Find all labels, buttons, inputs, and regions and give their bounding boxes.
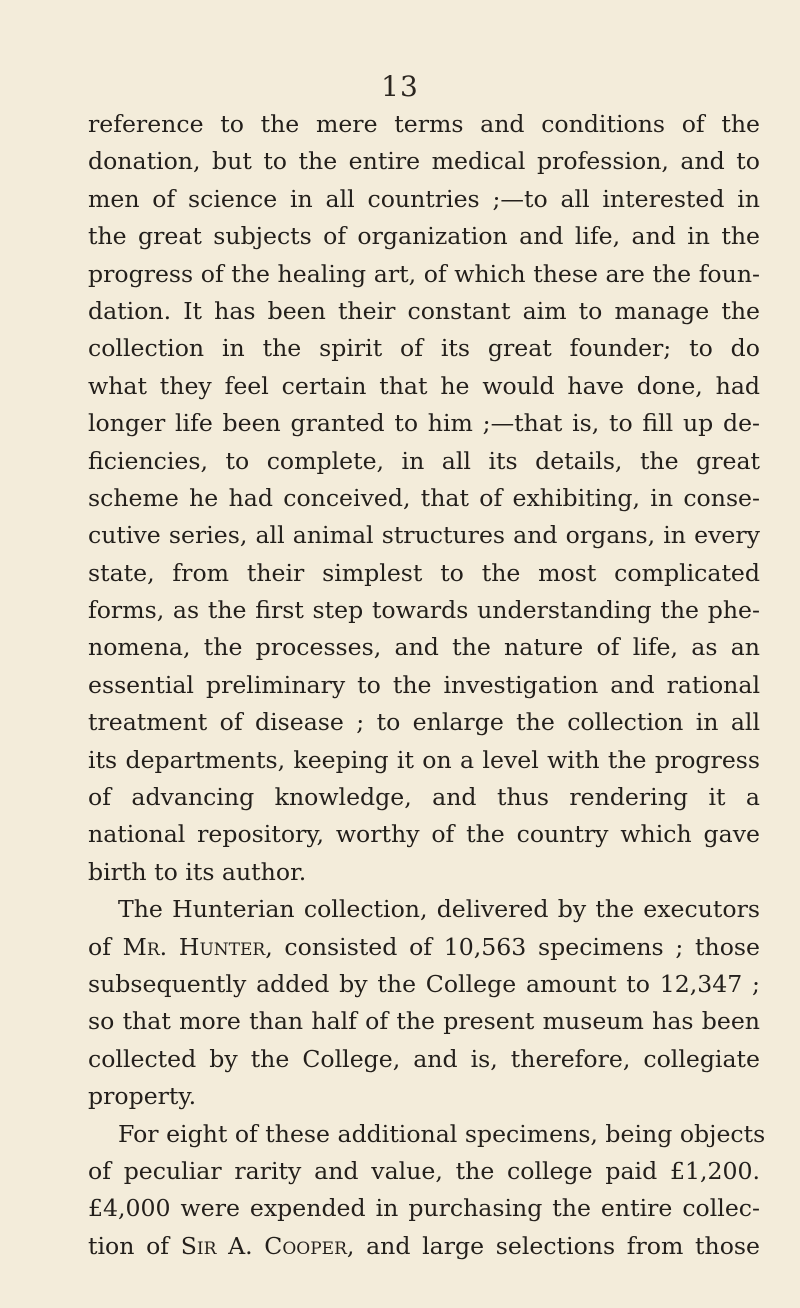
text-line: scheme he had conceived, that of exhibiting, in conse- — [88, 483, 760, 512]
text-line: of Mr. Hunter, consisted of 10,563 specimens ; those — [88, 932, 760, 961]
page-number: 13 — [381, 70, 419, 103]
text-line: £4,000 were expended in purchasing the entire collec- — [88, 1194, 760, 1223]
text-line: birth to its author. — [88, 857, 307, 886]
small-caps-name: Mr. Hunter — [122, 932, 266, 961]
text-line: of peculiar rarity and value, the college paid £1,200. — [88, 1156, 760, 1185]
text-line: of advancing knowledge, and thus rendering it a — [88, 783, 760, 812]
paragraph — [88, 106, 760, 891]
text-line: treatment of disease ; to enlarge the collection in all — [88, 708, 760, 737]
text-line: dation. It has been their constant aim to manage the — [88, 296, 760, 325]
text-line: For eight of these additional specimens, being objects — [118, 1119, 766, 1148]
text-line: property. — [88, 1082, 197, 1111]
small-caps-name: Sir A. Cooper — [180, 1231, 347, 1260]
text-line: national repository, worthy of the country which gave — [88, 820, 760, 849]
text-line: the great subjects of organization and life, and in the — [88, 222, 760, 251]
text-line: donation, but to the entire medical profession, and to — [88, 147, 760, 176]
text-line: essential preliminary to the investigation and rational — [88, 670, 760, 699]
text-line: state, from their simplest to the most complicated — [88, 558, 760, 587]
text-line: collection in the spirit of its great founder; to do — [88, 334, 760, 363]
text-line: collected by the College, and is, therefore, collegiate — [88, 1044, 760, 1073]
text-line: ficiencies, to complete, in all its details, the great — [88, 446, 760, 475]
text-line: tion of Sir A. Cooper, and large selections from those — [88, 1231, 760, 1260]
text-line: what they feel certain that he would have done, had — [88, 371, 760, 400]
text-line: subsequently added by the College amount to 12,347 ; — [88, 969, 760, 998]
text-line: forms, as the first step towards understanding the phe- — [88, 596, 760, 625]
text-line: The Hunterian collection, delivered by the executors — [118, 895, 760, 924]
text-line: progress of the healing art, of which these are the foun- — [88, 259, 760, 288]
text-line: men of science in all countries ;—to all interested in — [88, 184, 760, 213]
paragraph — [88, 1116, 766, 1266]
text-line: nomena, the processes, and the nature of life, as an — [88, 633, 760, 662]
text-line: its departments, keeping it on a level with the progress — [88, 745, 760, 774]
text-line: longer life been granted to him ;—that is, to fill up de- — [88, 409, 760, 438]
text-line: reference to the mere terms and conditions of the — [88, 110, 760, 138]
body-text — [88, 106, 766, 1265]
paragraph — [88, 891, 760, 1115]
text-line: so that more than half of the present museum has been — [88, 1007, 760, 1036]
text-line: cutive series, all animal structures and organs, in every — [88, 521, 760, 550]
